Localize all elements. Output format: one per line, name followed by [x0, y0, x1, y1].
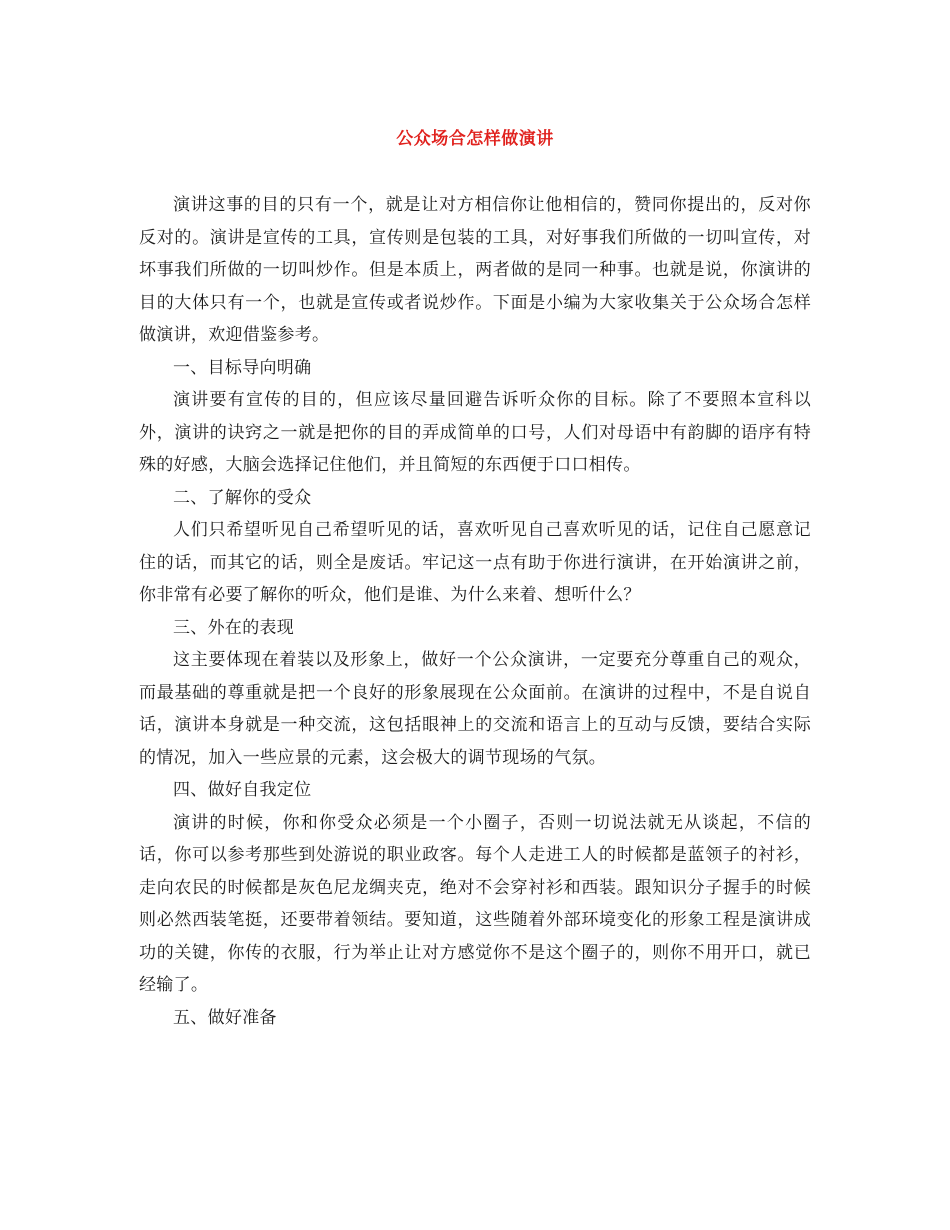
section-heading-3: 三、外在的表现 — [173, 617, 295, 638]
section-heading-4: 四、做好自我定位 — [173, 780, 312, 800]
section-paragraph-3: 这主要体现在着装以及形象上，做好一个公众演讲，一定要充分尊重自己的观众，而最基础的尊重就是把一个良好的形象展现在公众面前。在演讲的过程中，不是自说自话，演讲本身就是一种交流，这包括眼神上的交流和语言上的互动与反馈，要结合实际的情况，加入一些应景的元素，这会极大的调节现场的气氛。 — [139, 650, 811, 768]
section-paragraph-1: 演讲要有宣传的目的，但应该尽量回避告诉听众你的目标。除了不要照本宣科以外，演讲的诀窍之一就是把你的目的弄成简单的口号，人们对母语中有韵脚的语序有特殊的好感，大脑会选择记住他们，并且简短的东西便于口口相传。 — [139, 390, 811, 475]
section-heading-1: 一、目标导向明确 — [173, 357, 312, 378]
section-paragraph-4: 演讲的时候，你和你受众必须是一个小圈子，否则一切说法就无从谈起，不信的话，你可以参考那些到处游说的职业政客。每个人走进工人的时候都是蓝领子的衬衫，走向农民的时候都是灰色尼龙绸夹克，绝对不会穿衬衫和西装。跟知识分子握手的时候则必然西装笔挺，还要带着领结。要知道，这些随着外部环境变化的形象工程是演讲成功的关键，你传的衣服，行为举止让对方感觉你不是这个圈子的，则你不用开口，就已经输了。 — [139, 812, 811, 995]
document-body — [139, 189, 811, 1034]
document-title: 公众场合怎样做演讲 — [396, 129, 554, 149]
section-heading-2: 二、了解你的受众 — [173, 487, 312, 508]
section-heading-5: 五、做好准备 — [173, 1007, 277, 1028]
section-paragraph-2: 人们只希望听见自己希望听见的话，喜欢听见自己喜欢听见的话，记住自己愿意记住的话，而其它的话，则全是废话。牢记这一点有助于你进行演讲，在开始演讲之前，你非常有必要了解你的听众，他们是谁、为什么来着、想听什么？ — [139, 520, 811, 605]
intro-paragraph: 演讲这事的目的只有一个，就是让对方相信你让他相信的，赞同你提出的，反对你反对的。演讲是宣传的工具，宣传则是包装的工具，对好事我们所做的一切叫宣传，对坏事我们所做的一切叫炒作。但是本质上，两者做的是同一种事。也就是说，你演讲的目的大体只有一个，也就是宣传或者说炒作。下面是小编为大家收集关于公众场合怎样做演讲，欢迎借鉴参考。 — [139, 195, 811, 345]
